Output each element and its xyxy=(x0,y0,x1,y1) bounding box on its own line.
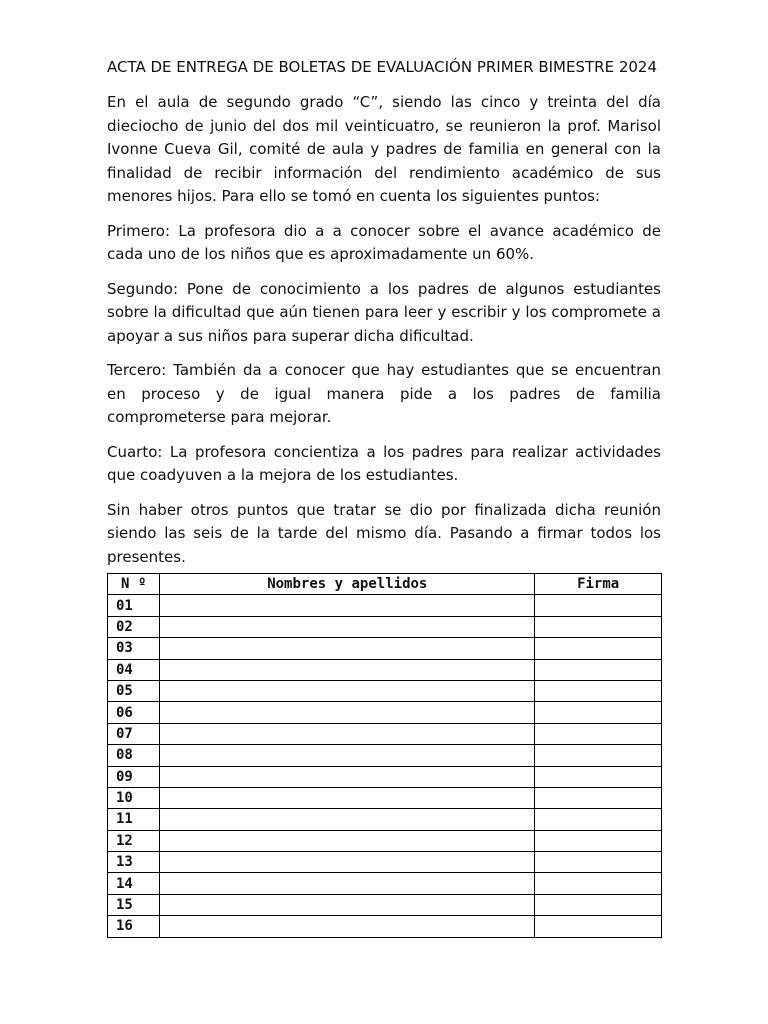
name-cell[interactable] xyxy=(160,745,535,766)
signature-cell[interactable] xyxy=(535,830,662,851)
document-page xyxy=(107,56,661,938)
row-number: 14 xyxy=(108,873,160,894)
paragraph-cuarto: Cuarto: La profesora concientiza a los padres para realizar actividades que coadyuven a la mejora de los estudiantes. xyxy=(107,442,661,484)
name-cell[interactable] xyxy=(160,873,535,894)
table-row xyxy=(108,787,662,808)
row-number: 06 xyxy=(108,702,160,723)
name-cell[interactable] xyxy=(160,638,535,659)
table-row xyxy=(108,830,662,851)
row-number: 16 xyxy=(108,916,160,937)
signature-cell[interactable] xyxy=(535,873,662,894)
table-row xyxy=(108,680,662,701)
table-row xyxy=(108,595,662,616)
name-cell[interactable] xyxy=(160,723,535,744)
signature-cell[interactable] xyxy=(535,638,662,659)
table-row xyxy=(108,723,662,744)
signature-cell[interactable] xyxy=(535,723,662,744)
table-row xyxy=(108,809,662,830)
table-body xyxy=(108,595,662,937)
header-names: Nombres y apellidos xyxy=(160,574,535,595)
signature-cell[interactable] xyxy=(535,659,662,680)
signature-cell[interactable] xyxy=(535,766,662,787)
paragraph-segundo: Segundo: Pone de conocimiento a los padres de algunos estudiantes sobre la dificultad que aún tienen para leer y escribir y los compromete a apoyar a sus niños para superar dicha dificultad. xyxy=(107,279,661,345)
row-number: 13 xyxy=(108,852,160,873)
row-number: 10 xyxy=(108,787,160,808)
name-cell[interactable] xyxy=(160,787,535,808)
signature-cell[interactable] xyxy=(535,809,662,830)
row-number: 01 xyxy=(108,595,160,616)
signature-cell[interactable] xyxy=(535,745,662,766)
row-number: 08 xyxy=(108,745,160,766)
name-cell[interactable] xyxy=(160,809,535,830)
row-number: 02 xyxy=(108,616,160,637)
name-cell[interactable] xyxy=(160,852,535,873)
paragraph-tercero: Tercero: También da a conocer que hay estudiantes que se encuentran en proceso y de igual manera pide a los padres de familia comprometerse para mejorar. xyxy=(107,361,661,426)
table-row xyxy=(108,745,662,766)
row-number: 12 xyxy=(108,830,160,851)
name-cell[interactable] xyxy=(160,894,535,915)
signature-cell[interactable] xyxy=(535,852,662,873)
name-cell[interactable] xyxy=(160,766,535,787)
row-number: 07 xyxy=(108,723,160,744)
header-number: N º xyxy=(108,574,160,595)
table-row xyxy=(108,638,662,659)
table-header-row xyxy=(108,574,662,595)
name-cell[interactable] xyxy=(160,680,535,701)
signature-cell[interactable] xyxy=(535,616,662,637)
row-number: 03 xyxy=(108,638,160,659)
paragraph-intro: En el aula de segundo grado “C”, siendo las cinco y treinta del día dieciocho de junio del dos mil veinticuatro, se reunieron la prof. Marisol Ivonne Cueva Gil, comité de aula y padres de familia en general con la finalidad de recibir información del rendimiento académico de sus menores hijos. Para ello se tomó en cuenta los siguientes puntos: xyxy=(107,93,661,205)
name-cell[interactable] xyxy=(160,916,535,937)
row-number: 04 xyxy=(108,659,160,680)
paragraph-closing: Sin haber otros puntos que tratar se dio por finalizada dicha reunión siendo las seis de la tarde del mismo día. Pasando a firmar todos los presentes. xyxy=(107,500,661,566)
name-cell[interactable] xyxy=(160,595,535,616)
name-cell[interactable] xyxy=(160,702,535,723)
table-row xyxy=(108,894,662,915)
table-row xyxy=(108,766,662,787)
signature-cell[interactable] xyxy=(535,680,662,701)
signature-cell[interactable] xyxy=(535,894,662,915)
table-row xyxy=(108,702,662,723)
signature-cell[interactable] xyxy=(535,916,662,937)
header-signature: Firma xyxy=(535,574,662,595)
row-number: 11 xyxy=(108,809,160,830)
signature-cell[interactable] xyxy=(535,702,662,723)
table-row xyxy=(108,659,662,680)
table-row xyxy=(108,916,662,937)
signature-cell[interactable] xyxy=(535,787,662,808)
row-number: 09 xyxy=(108,766,160,787)
table-row xyxy=(108,873,662,894)
name-cell[interactable] xyxy=(160,830,535,851)
name-cell[interactable] xyxy=(160,616,535,637)
attendance-table xyxy=(107,573,662,938)
row-number: 05 xyxy=(108,680,160,701)
paragraph-primero: Primero: La profesora dio a a conocer sobre el avance académico de cada uno de los niños que es aproximadamente un 60%. xyxy=(107,221,661,263)
name-cell[interactable] xyxy=(160,659,535,680)
document-title: ACTA DE ENTREGA DE BOLETAS DE EVALUACIÓN PRIMER BIMESTRE 2024 xyxy=(107,58,657,76)
table-row xyxy=(108,616,662,637)
table-row xyxy=(108,852,662,873)
signature-cell[interactable] xyxy=(535,595,662,616)
row-number: 15 xyxy=(108,894,160,915)
